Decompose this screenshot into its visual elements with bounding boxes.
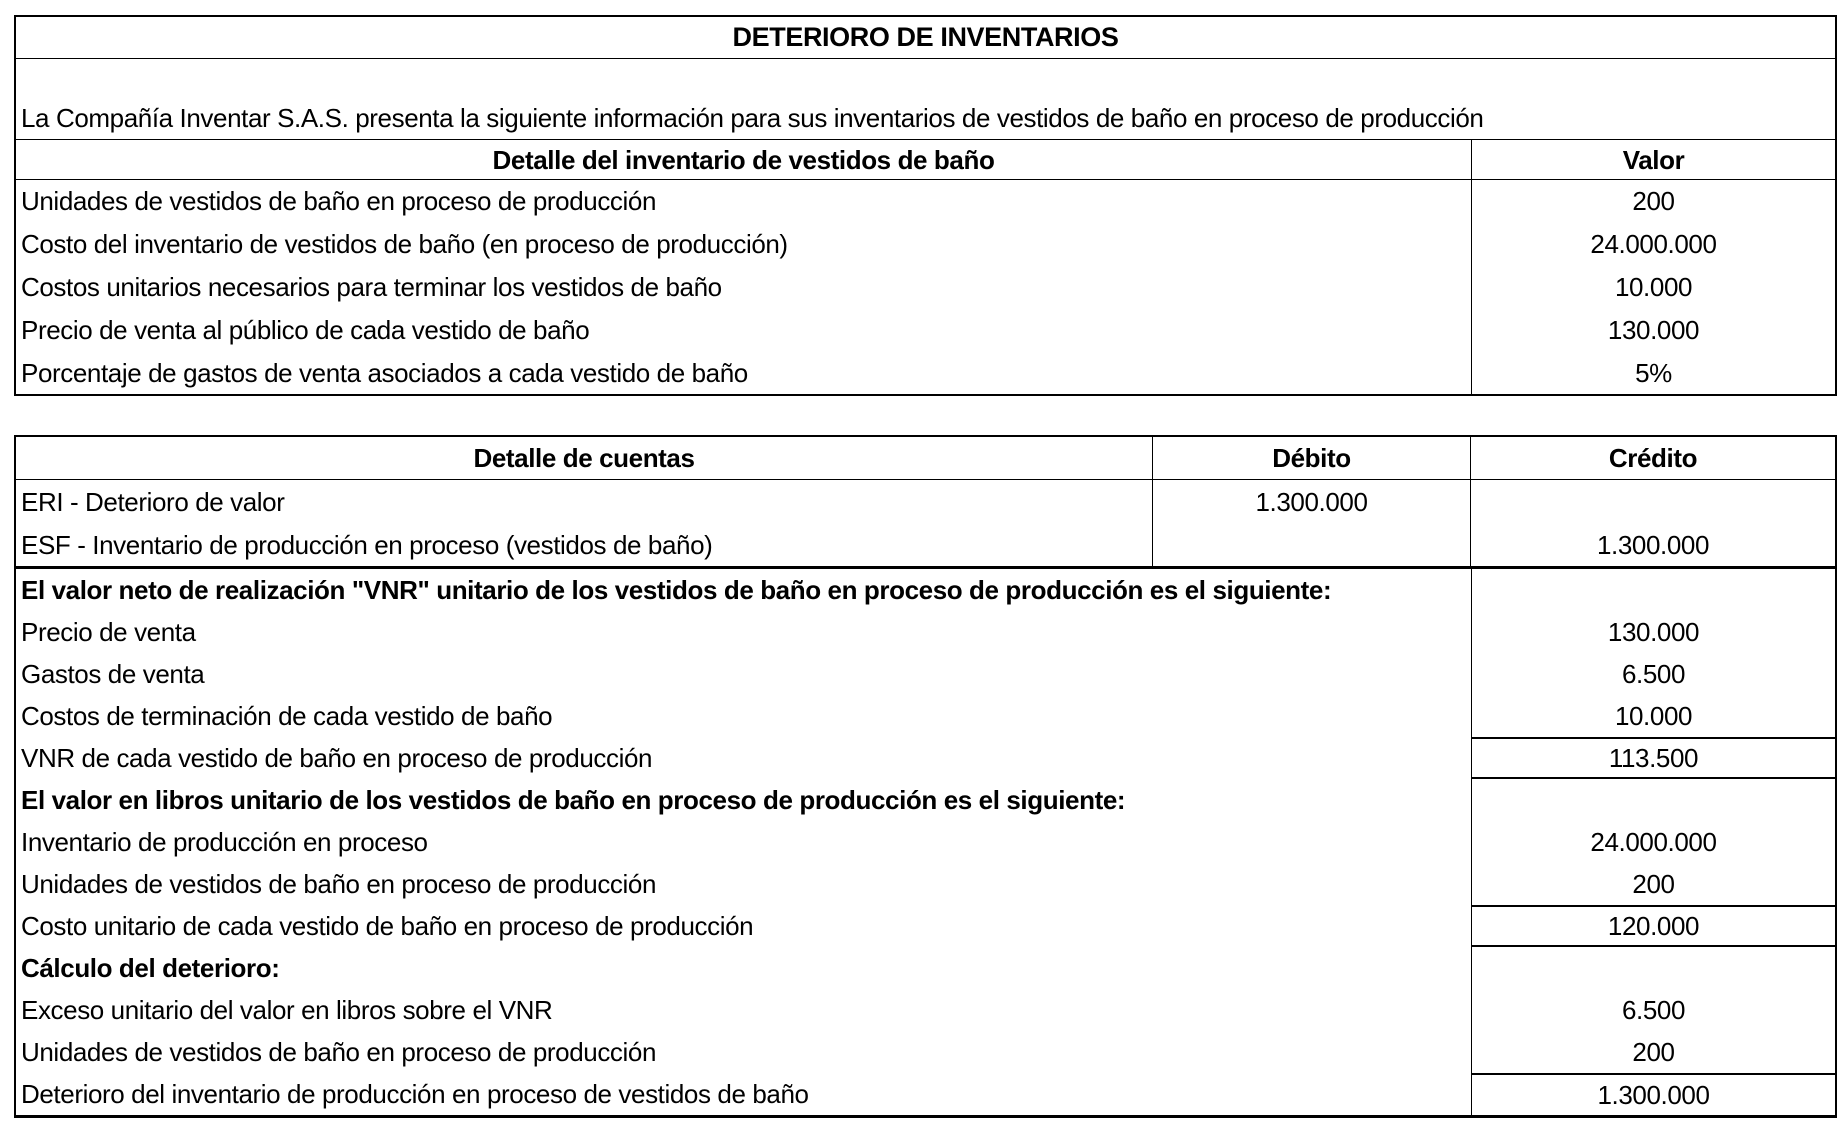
account-label: ERI - Deterioro de valor — [16, 480, 1153, 523]
subtotal-value: 1.300.000 — [1471, 1073, 1835, 1115]
inventory-detail-table — [14, 15, 1837, 396]
subtotal-row — [16, 1073, 1835, 1115]
column-header-debito: Débito — [1153, 437, 1471, 479]
row-value: 200 — [1471, 863, 1835, 905]
row-label: Exceso unitario del valor en libros sobre el VNR — [21, 995, 553, 1025]
row-value: 24.000.000 — [1471, 821, 1835, 863]
intro-text: La Compañía Inventar S.A.S. presenta la siguiente información para sus inventarios de vestidos de baño en proceso de producción — [16, 59, 1835, 140]
row-value: 24.000.000 — [1590, 229, 1717, 260]
row-value: 130.000 — [1471, 611, 1835, 653]
account-label: ESF - Inventario de producción en proceso (vestidos de baño) — [16, 523, 1153, 566]
debit-value: 1.300.000 — [1153, 480, 1471, 523]
row-value: 200 — [1632, 186, 1675, 217]
journal-entries — [16, 480, 1835, 569]
row-label: Unidades de vestidos de baño en proceso de producción — [16, 180, 1472, 223]
table-row — [16, 266, 1835, 309]
table-row — [16, 351, 1835, 394]
inventory-table-header — [16, 140, 1835, 180]
section-title: El valor en libros unitario de los vestidos de baño en proceso de producción es el siguiente: — [21, 785, 1126, 815]
section-title: El valor neto de realización "VNR" unitario de los vestidos de baño en proceso de producción es el siguiente: — [21, 575, 1332, 605]
subtotal-value: 113.500 — [1471, 737, 1835, 779]
row-label: Gastos de venta — [21, 659, 205, 689]
table-row — [16, 653, 1835, 695]
row-value — [1471, 569, 1835, 611]
row-value: 6.500 — [1471, 653, 1835, 695]
table-row — [16, 308, 1835, 351]
page-title: DETERIORO DE INVENTARIOS — [16, 17, 1835, 59]
row-label: Deterioro del inventario de producción en proceso de vestidos de baño — [21, 1079, 809, 1109]
column-header-valor: Valor — [1622, 144, 1685, 175]
table-row — [16, 863, 1835, 905]
credit-value — [1471, 480, 1835, 523]
row-label: Unidades de vestidos de baño en proceso de producción — [21, 869, 657, 899]
accounts-table-header — [16, 437, 1835, 480]
section-header-row — [16, 947, 1835, 989]
row-label: Unidades de vestidos de baño en proceso de producción — [21, 1037, 657, 1067]
table-row — [16, 180, 1835, 223]
table-row — [16, 695, 1835, 737]
row-value: 6.500 — [1471, 989, 1835, 1031]
subtotal-row — [16, 905, 1835, 947]
journal-row — [16, 480, 1835, 523]
row-value: 10.000 — [1614, 271, 1693, 302]
row-value — [1471, 947, 1835, 989]
row-label: Costo unitario de cada vestido de baño en proceso de producción — [21, 911, 754, 941]
credit-value: 1.300.000 — [1596, 529, 1710, 560]
accounts-table — [14, 435, 1837, 1118]
row-value: 10.000 — [1471, 695, 1835, 737]
row-value: 200 — [1471, 1031, 1835, 1073]
column-header-detail: Detalle del inventario de vestidos de baño — [16, 140, 1472, 179]
row-label: Porcentaje de gastos de venta asociados a cada vestido de baño — [16, 351, 1472, 394]
subtotal-value: 120.000 — [1471, 905, 1835, 947]
subtotal-row — [16, 737, 1835, 779]
column-header-cuentas: Detalle de cuentas — [16, 437, 1153, 479]
column-header-credito: Crédito — [1608, 443, 1698, 473]
row-label: Costos unitarios necesarios para terminar los vestidos de baño — [16, 266, 1472, 309]
row-label: Precio de venta — [21, 617, 196, 647]
section-title: Cálculo del deterioro: — [21, 953, 280, 983]
debit-value — [1153, 523, 1471, 566]
table-row — [16, 611, 1835, 653]
row-label: Inventario de producción en proceso — [21, 827, 428, 857]
journal-row — [16, 523, 1835, 566]
row-label: VNR de cada vestido de baño en proceso de producción — [21, 743, 653, 773]
section-header-row — [16, 779, 1835, 821]
row-value: 130.000 — [1607, 314, 1700, 345]
row-value — [1471, 779, 1835, 821]
table-row — [16, 821, 1835, 863]
table-row — [16, 989, 1835, 1031]
row-label: Costo del inventario de vestidos de baño (en proceso de producción) — [16, 223, 1472, 266]
section-header-row — [16, 569, 1835, 611]
row-value: 5% — [1635, 357, 1672, 388]
table-row — [16, 1031, 1835, 1073]
table-row — [16, 223, 1835, 266]
row-label: Precio de venta al público de cada vestido de baño — [16, 308, 1472, 351]
row-label: Costos de terminación de cada vestido de baño — [21, 701, 553, 731]
